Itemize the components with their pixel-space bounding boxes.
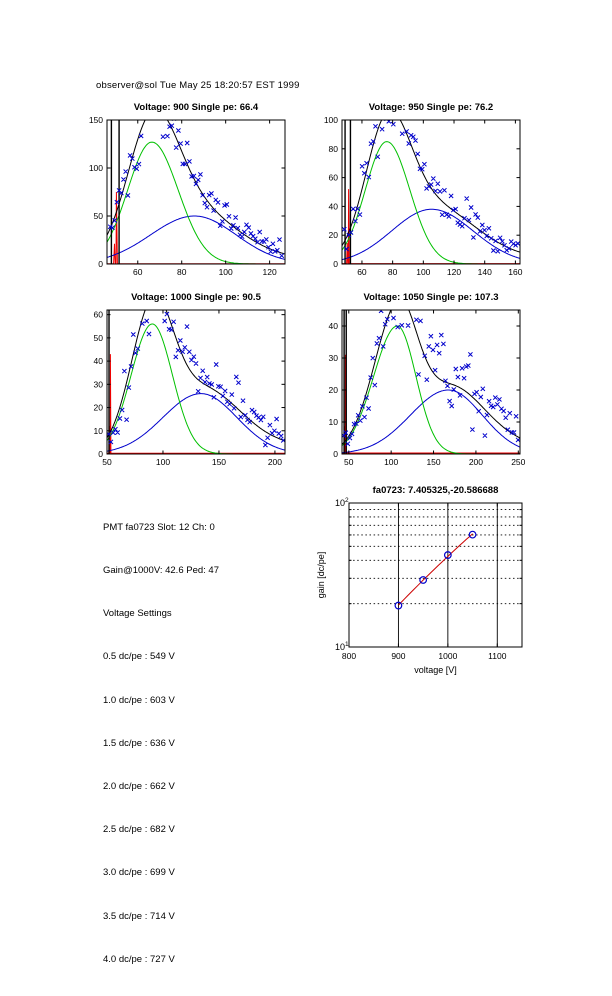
svg-text:50: 50 [93, 211, 103, 221]
svg-text:800: 800 [341, 651, 357, 661]
voltage-setting-row: 1.5 dc/pe : 636 V [103, 737, 175, 749]
svg-text:50: 50 [344, 457, 354, 467]
voltage-settings-heading: Voltage Settings [103, 608, 172, 620]
svg-text:900: 900 [391, 651, 406, 661]
voltage-setting-row: 2.5 dc/pe : 682 V [103, 824, 175, 836]
svg-text:140: 140 [477, 267, 492, 277]
voltage-setting-row: 4.0 dc/pe : 727 V [103, 953, 175, 965]
svg-text:200: 200 [468, 457, 484, 467]
svg-text:gain [dc/pe]: gain [dc/pe] [316, 551, 326, 599]
svg-text:80: 80 [328, 143, 338, 154]
svg-text:0: 0 [98, 449, 103, 459]
svg-text:10: 10 [328, 417, 338, 427]
svg-text:Voltage: 1050 Single pe: 107.3: Voltage: 1050 Single pe: 107.3 [363, 292, 499, 303]
svg-text:100: 100 [218, 267, 233, 277]
svg-text:20: 20 [328, 230, 338, 241]
svg-text:80: 80 [176, 267, 187, 277]
svg-text:0: 0 [333, 259, 338, 269]
voltage-setting-row: 3.0 dc/pe : 699 V [103, 867, 175, 879]
voltage-setting-row: 0.5 dc/pe : 549 V [103, 651, 175, 663]
plot-voltage-950 [306, 100, 542, 286]
pmt-id-line: PMT fa0723 Slot: 12 Ch: 0 [103, 521, 215, 533]
voltage-setting-row: 3.5 dc/pe : 714 V [103, 910, 175, 922]
svg-text:120: 120 [446, 267, 462, 277]
gain-ped-line: Gain@1000V: 42.6 Ped: 47 [103, 565, 219, 577]
plot-voltage-1000 [71, 290, 307, 476]
svg-text:60: 60 [328, 172, 338, 183]
svg-text:10: 10 [93, 425, 103, 436]
svg-text:100: 100 [323, 115, 338, 125]
svg-text:20: 20 [93, 402, 103, 413]
svg-text:30: 30 [328, 353, 338, 363]
svg-text:0: 0 [98, 259, 103, 269]
svg-text:60: 60 [357, 267, 367, 277]
svg-text:voltage [V]: voltage [V] [414, 665, 457, 675]
svg-text:1100: 1100 [488, 651, 507, 661]
svg-text:50: 50 [93, 332, 103, 343]
timestamp-header: observer@sol Tue May 25 18:20:57 EST 1999 [96, 80, 300, 91]
svg-text:40: 40 [93, 356, 103, 367]
svg-text:1000: 1000 [438, 651, 458, 661]
svg-text:101: $10^1$ [335, 641, 349, 652]
svg-text:30: 30 [93, 379, 103, 390]
plot-voltage-1050 [306, 290, 542, 476]
voltage-setting-row: 1.0 dc/pe : 603 V [103, 694, 175, 706]
svg-text:Voltage: 900 Single pe: 66.4: Voltage: 900 Single pe: 66.4 [133, 102, 259, 113]
svg-text:50: 50 [102, 457, 112, 467]
svg-text:100: 100 [88, 163, 103, 173]
svg-text:250: 250 [511, 457, 526, 467]
svg-text:80: 80 [387, 267, 398, 277]
svg-text:150: 150 [211, 457, 227, 467]
svg-text:40: 40 [328, 321, 338, 331]
svg-text:100: 100 [384, 457, 399, 467]
svg-text:102: $10^2$ [335, 497, 349, 508]
svg-text:Voltage: 950 Single pe: 76.2: Voltage: 950 Single pe: 76.2 [368, 102, 494, 113]
svg-text:120: 120 [262, 267, 277, 277]
svg-text:150: 150 [426, 457, 441, 467]
svg-text:160: 160 [508, 267, 523, 277]
svg-text:0: 0 [333, 449, 338, 459]
plot-voltage-900 [71, 100, 307, 286]
svg-text:40: 40 [328, 201, 338, 212]
svg-text:20: 20 [328, 385, 338, 395]
pmt-info-block [103, 492, 219, 996]
svg-text:60: 60 [93, 309, 103, 320]
svg-text:100: 100 [155, 457, 171, 467]
svg-text:200: 200 [267, 457, 283, 467]
svg-text:100: 100 [416, 267, 431, 277]
svg-text:60: 60 [133, 267, 143, 277]
svg-text:150: 150 [88, 115, 103, 125]
svg-text:fa0723: 7.405325,-20.586688: fa0723: 7.405325,-20.586688 [372, 485, 499, 496]
svg-text:Voltage: 1000 Single pe: 90.5: Voltage: 1000 Single pe: 90.5 [131, 292, 261, 303]
plot-gain-vs-voltage [313, 483, 549, 687]
voltage-setting-row: 2.0 dc/pe : 662 V [103, 781, 175, 793]
